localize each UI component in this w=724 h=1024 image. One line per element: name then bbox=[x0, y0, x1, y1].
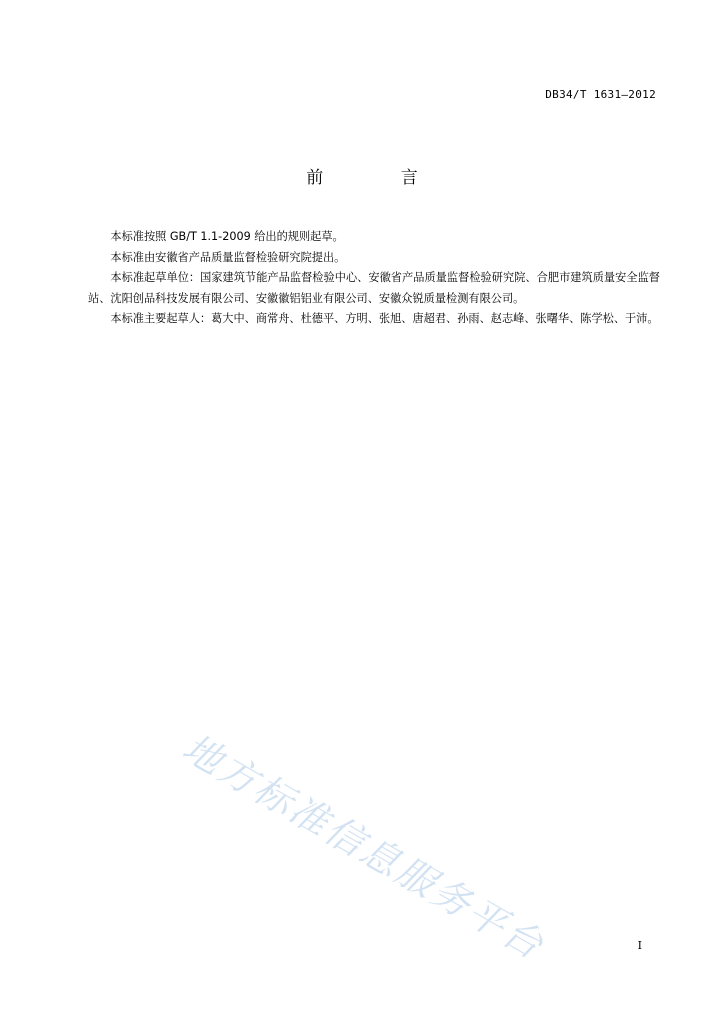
paragraph-drafters: 本标准主要起草人：葛大中、商常舟、杜德平、方明、张旭、唐超君、孙雨、赵志峰、张曙华、陈学松、于沛。 bbox=[110, 312, 659, 325]
foreword-body bbox=[88, 227, 660, 330]
paragraph-drafting-units: 本标准起草单位：国家建筑节能产品监督检验中心、安徽省产品质量监督检验研究院、合肥市建筑质量安全监督站、沈阳创品科技发展有限公司、安徽徽铝铝业有限公司、安徽众锐质量检测有限公司。 bbox=[88, 271, 660, 305]
paragraph-proposer: 本标准由安徽省产品质量监督检验研究院提出。 bbox=[110, 250, 346, 264]
standard-code: DB34/T 1631—2012 bbox=[545, 88, 656, 101]
paragraph-drafting-rules: 本标准按照 GB/T 1.1-2009 给出的规则起草。 bbox=[110, 230, 344, 243]
watermark: 地方标准信息服务平台 bbox=[175, 725, 553, 969]
page-number: I bbox=[637, 939, 642, 952]
page-title: 前 言 bbox=[306, 168, 454, 188]
